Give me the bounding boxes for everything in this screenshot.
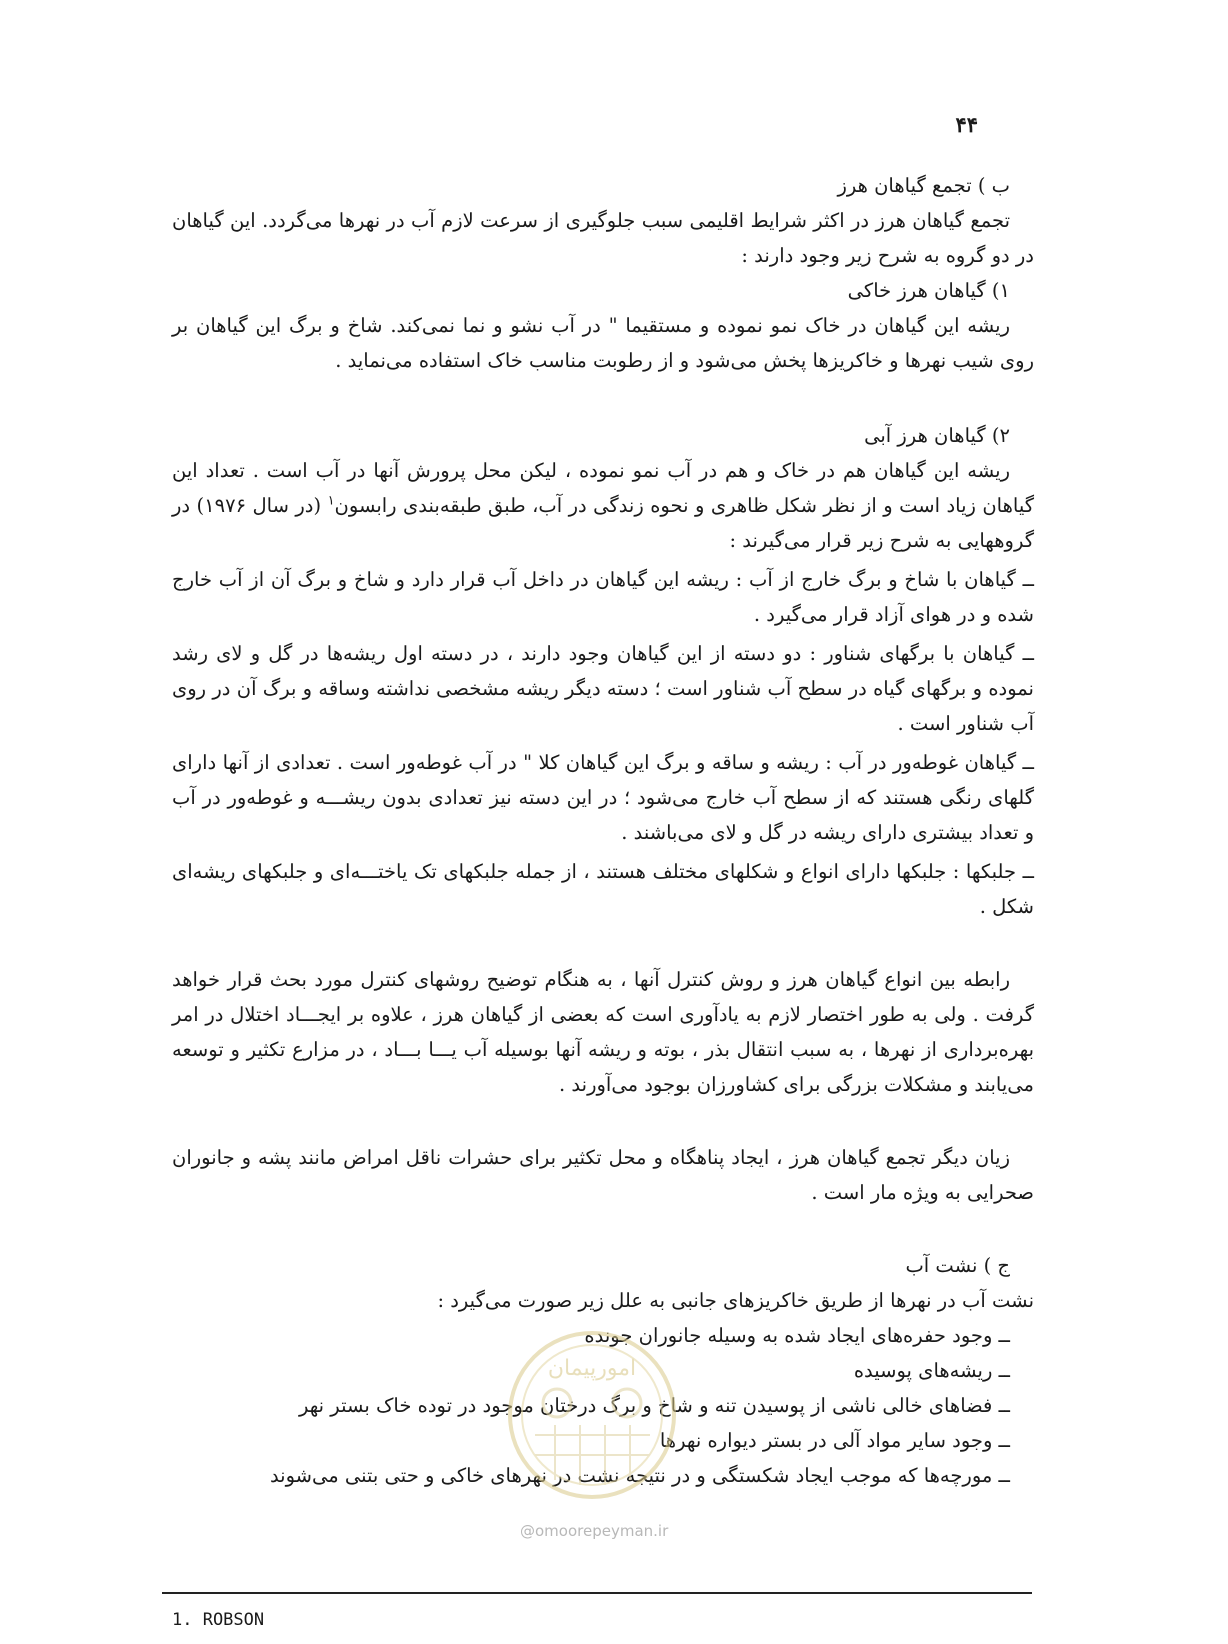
subheading-aquatic-weeds: ۲) گیاهان هرز آبی — [864, 424, 1010, 447]
spacer — [172, 924, 1034, 962]
list-item: ــ فضاهای خالی ناشی از پوسیدن تنه و شاخ و برگ درختان موجود در توده خاک بستر نهر — [298, 1394, 1010, 1417]
spacer — [172, 378, 1034, 418]
footnote: 1. ROBSON — [172, 1610, 265, 1630]
list-item: ــ وجود حفره‌های ایجاد شده به وسیله جانوران جونده — [584, 1324, 1010, 1347]
footnote-marker: ۱ — [327, 493, 335, 509]
list-item: ــ مورچه‌ها که موجب ایجاد شکستگی و در نتیجه نشت در نهرهای خاکی و حتی بتنی می‌شوند — [269, 1464, 1010, 1487]
page-body — [172, 168, 1034, 1493]
section-heading-b: ب ) تجمع گیاهان هرز — [837, 174, 1010, 197]
paragraph-weed-harm: زیان دیگر تجمع گیاهان هرز ، ایجاد پناهگاه و محل تکثیر برای حشرات ناقل امراض مانند پشه و جانوران صحرایی به ویژه مار است . — [172, 1146, 1034, 1204]
bullet-algae: ــ جلبکها : جلبکها دارای انواع و شکلهای مختلف هستند ، از جمله جلبکهای تک یاختـــه‌ای و جلبکهای ریشه‌ای شکل . — [172, 860, 1034, 918]
paragraph-aquatic-weeds — [172, 453, 1034, 558]
bullet-emergent-plants: ــ گیاهان با شاخ و برگ خارج از آب : ریشه این گیاهان در داخل آب قرار دارد و شاخ و برگ آن از آب خارج شده و در هوای آزاد قرار می‌گیرد . — [172, 568, 1034, 626]
page-number: ۴۴ — [955, 112, 978, 137]
list-item: ــ وجود سایر مواد آلی در بستر دیواره نهرها — [659, 1429, 1010, 1452]
subheading-soil-weeds: ۱) گیاهان هرز خاکی — [847, 279, 1010, 302]
section-heading-c: ج ) نشت آب — [905, 1254, 1010, 1277]
bullet-submerged-plants: ــ گیاهان غوطه‌ور در آب : ریشه و ساقه و برگ این گیاهان کلا " در آب غوطه‌ور است . تعدادی از آنها دارای گلهای رنگی هستند که از سطح آب خارج می‌شود ؛ در این دسته نیز تعدادی بدون ریشـــه و غوطه‌ور در آب و تعداد بیشتری دارای ریشه در گل و لای می‌باشند . — [172, 751, 1034, 844]
footnote-divider — [162, 1592, 1032, 1594]
spacer — [172, 1210, 1034, 1248]
list-item: ــ ریشه‌های پوسیده — [853, 1359, 1010, 1382]
watermark-brand: امورپیمان — [547, 1356, 637, 1381]
spacer — [172, 1102, 1034, 1140]
paragraph-c-intro: نشت آب در نهرها از طریق خاکریزهای جانبی به علل زیر صورت می‌گیرد : — [437, 1289, 1034, 1312]
bullet-floating-plants: ــ گیاهان با برگهای شناور : دو دسته از این گیاهان وجود دارند ، در دسته اول ریشه‌ها در گل و لای رشد نموده و برگهای گیاه در سطح آب شناور است ؛ دسته دیگر ریشه مشخصی نداشته وساقه و برگ آن در روی آب شناور است . — [172, 642, 1034, 735]
aquatic-text-part-b: (در سال ۱۹۷۶) در گروههایی به شرح زیر قرار می‌گیرند : — [172, 494, 1034, 552]
watermark-site: @omoorepeyman.ir — [520, 1522, 669, 1540]
paragraph-b-intro: تجمع گیاهان هرز در اکثر شرایط اقلیمی سبب جلوگیری از سرعت لازم آب در نهرها می‌گردد. این گیاهان در دو گروه به شرح زیر وجود دارند : — [172, 209, 1034, 267]
paragraph-soil-weeds: ریشه این گیاهان در خاک نمو نموده و مستقیما " در آب نشو و نما نمی‌کند. شاخ و برگ این گیاهان بر روی شیب نهرها و خاکریزها پخش می‌شود و از رطوبت مناسب خاک استفاده می‌نماید . — [172, 314, 1034, 372]
paragraph-weed-control-relation: رابطه بین انواع گیاهان هرز و روش کنترل آنها ، به هنگام توضیح روشهای کنترل مورد بحث قرار خواهد گرفت . ولی به طور اختصار لازم به یادآوری است که بعضی از گیاهان هرز ، علاوه بر ایجـــاد اختلال در امر بهره‌برداری از نهرها ، به سبب انتقال بذر ، بوته و ریشه آنها بوسیله آب یـــا بـــاد ، در مزارع تکثیر و توسعه می‌یابند و مشکلات بزرگی برای کشاورزان بوجود می‌آورند . — [172, 968, 1034, 1096]
aquatic-text-part-a: ریشه این گیاهان هم در خاک و هم در آب نمو نموده ، لیکن محل پرورش آنها در آب است . تعداد این گیاهان زیاد است و از نظر شکل ظاهری و نحوه زندگی در آب، طبق طبقه‌بندی رابسون — [172, 459, 1035, 517]
